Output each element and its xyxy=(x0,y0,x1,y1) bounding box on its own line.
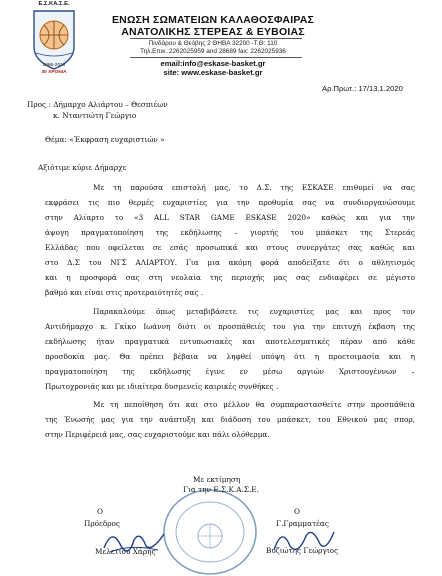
basketball-shield-icon xyxy=(28,9,80,71)
secretary-name: Βυζιώτης Γεώργιος xyxy=(266,546,339,555)
closing-organization: Για την Ε.Σ.Κ.Α.Σ.Ε. xyxy=(183,485,259,494)
header-divider xyxy=(130,38,302,39)
org-website: site: www.eskase-basket.gr xyxy=(163,68,263,77)
paragraph-line: Πρωτοχρονιάς και με ιδιαίτερα δυσμενείς καιρικές συνθήκες . xyxy=(45,382,279,391)
org-name-line1: ΕΝΩΣΗ ΣΩΜΑΤΕΙΩΝ ΚΑΛΑΘΟΣΦΑΙΡΑΣ xyxy=(111,14,315,26)
paragraph-line: Ελλάδας που οφείλεται σε εσάς προσωπικά και στους συνεργάτες σας καθώς και xyxy=(45,243,415,252)
paragraph-line: στο Δ.Σ του ΝΓΣ ΑΛΙΑΡΤΟΥ. Για μια ακόμη φορά αποδείξατε ότι ο αθλητισμός xyxy=(45,258,415,267)
paragraph-line: εκδήλωσης ήταν πραγματικά εντυπωσιακές και αποτελεσματικές πέραν από κάθε xyxy=(45,337,415,346)
president-signature-icon xyxy=(100,522,170,558)
org-name-line2: ΑΝΑΤΟΛΙΚΗΣ ΣΤΕΡΕΑΣ & ΕΥΒΟΙΑΣ xyxy=(121,26,305,38)
paragraph-2 xyxy=(45,304,415,394)
paragraph-line: βαθμό και είναι στις προτεραιότητές σας . xyxy=(45,288,204,297)
paragraph-line: άψογη πραγματοποίηση της εκδήλωσης – γιορτής του μπάσκετ της Στερεάς xyxy=(45,228,415,237)
president-role: Πρόεδρος xyxy=(84,519,120,528)
secretary-signature-icon xyxy=(268,522,338,558)
logo-years: 1986-2016 xyxy=(42,63,66,68)
president-name: Μελετίου Χάρης xyxy=(95,547,156,556)
paragraph-line: προσδοκία μας. Θα πρέπει βέβαια να ληφθεί υπόψη ότι η προετοιμασία και η xyxy=(45,352,415,361)
letterhead-header xyxy=(100,6,326,78)
organization-logo xyxy=(28,1,80,81)
org-address: Πινδάρου & Θεόβης 2 ΘΗΒΑ 32200 -Τ.Θ: 110 xyxy=(148,40,278,47)
org-email: email:info@eskase-basket.gr xyxy=(160,59,266,68)
logo-anniversary: 30 ΧΡΟΝΙΑ xyxy=(41,70,67,75)
recipient-line2: κ. Νταντιώτη Γεώργιο xyxy=(53,111,137,120)
secretary-role: Γ.Γραμματέας xyxy=(276,519,329,528)
paragraph-line: της Ένωσής μας για την ανάπτυξη και διάδοση του μπάσκετ, του Εθνικού μας σπορ, xyxy=(45,415,415,424)
paragraph-line: και η προσφορά σας στη νεολαία της περιοχής μας σας ενδιαφέρει σε μέγιστο xyxy=(45,273,415,282)
protocol-number: Αρ.Πρωτ.: 17/13.1.2020 xyxy=(322,84,403,93)
header-divider-2 xyxy=(130,57,302,58)
org-phones: Τηλ.Επικ.:2262025959 and 28689 fax: 2262025936 xyxy=(140,48,286,55)
closing-regards: Με εκτίμηση xyxy=(193,475,241,484)
secretary-title: Ο xyxy=(294,507,300,516)
paragraph-line: πραγματοποίηση της εκδήλωσης έγινε εν μέσω αργιών Χριστουγέννων – xyxy=(45,367,415,376)
paragraph-line: Με τη πεποίθηση ότι και στο μέλλον θα συμπαραστασθείτε στην προσπάθεια xyxy=(93,400,415,409)
subject-line: Θέμα: «Έκφραση ευχαριστιών » xyxy=(45,135,165,144)
paragraph-line: Αντιδήμαρχο κ. Γκίκο Ιωάννη διότι οι προσπάθειές του για την επιτυχή έκβαση της xyxy=(45,322,415,331)
paragraph-line: στην Περιφέρειά μας, σας ευχαριστούμε και πάλι ολόθερμα. xyxy=(45,430,270,439)
paragraph-1 xyxy=(45,180,415,300)
paragraph-line: εκφράσει τις πιο θερμές ευχαριστίες για την προθυμία σας να συνδιοργανώσουμε xyxy=(45,198,415,207)
greeting: Αξιότιμε κύριε Δήμαρχε xyxy=(38,163,127,172)
paragraph-line: Παρακαλούμε όπως μεταβιβάσετε τις ευχαριστίες μας και προς τον xyxy=(93,307,415,316)
paragraph-line: στην Αλίαρτο το «3 ALL STAR GAME ESKASE 2020» καθώς και για την xyxy=(45,213,415,222)
logo-text: Ε.Σ.ΚΑ.Σ.Ε. xyxy=(38,1,70,7)
president-title: Ο xyxy=(97,507,103,516)
paragraph-3 xyxy=(45,397,415,442)
recipient-line1: Προς : Δήμαρχο Αλιάρτου – Θεσπιέων xyxy=(27,100,168,109)
paragraph-line: Με τη παρούσα επιστολή μας, το Δ.Σ. της ΕΣΚΑΣΕ επιθυμεί να σας xyxy=(93,183,415,192)
